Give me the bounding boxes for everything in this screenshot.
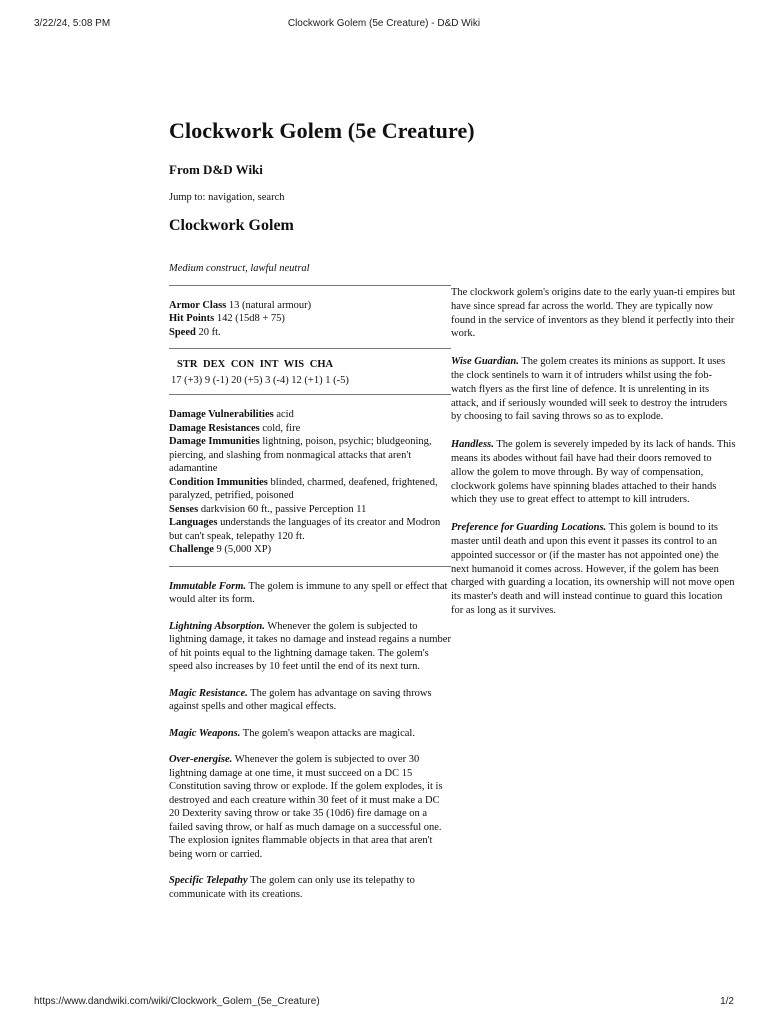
section-heading: Clockwork Golem	[169, 217, 294, 234]
lore-handless	[451, 438, 737, 507]
jump-to-links	[169, 192, 285, 203]
lore-entry-text: The golem is severely impeded by its lack of hands. This means its abodes without fail have had their doors removed to allow the golem to move through. By way of compensation, clockwork golems have spinning blades attached to their hands which they use to great effect to attempt to kill intruders.	[451, 439, 736, 506]
trait-text: The golem can only use its telepathy to communicate with its creations.	[169, 875, 415, 900]
ability-score-header: STR DEX CON INT WIS CHA	[177, 359, 334, 370]
trait-over-energise	[169, 753, 451, 861]
jump-search-link[interactable]: search	[257, 192, 285, 203]
jump-separator: ,	[252, 192, 258, 203]
damage-immunities-label: Damage Immunities	[169, 436, 260, 447]
ability-score-values: 17 (+3) 9 (-1) 20 (+5) 3 (-4) 12 (+1) 1 (-5)	[171, 374, 349, 386]
damage-resistances-value: cold, fire	[259, 422, 301, 434]
trait-text: The golem is immune to any spell or effect that would alter its form.	[169, 580, 448, 605]
damage-vulnerabilities-line	[169, 408, 451, 422]
damage-vulnerabilities-label: Damage Vulnerabilities	[169, 409, 274, 420]
challenge-label: Challenge	[169, 544, 214, 555]
lore-entry-name: Preference for Guarding Locations.	[451, 522, 607, 534]
trait-specific-telepathy	[169, 874, 451, 901]
challenge-line	[169, 543, 451, 557]
senses-line	[169, 503, 451, 517]
lore-entry-name: Wise Guardian.	[451, 356, 519, 368]
senses-value: darkvision 60 ft., passive Perception 11	[198, 503, 367, 515]
print-header	[0, 18, 768, 32]
lore-column	[451, 286, 737, 618]
trait-lightning-absorption	[169, 620, 451, 674]
print-datetime: 3/22/24, 5:08 PM	[34, 18, 111, 29]
challenge-value: 9 (5,000 XP)	[213, 544, 272, 555]
lore-intro: The clockwork golem's origins date to the early yuan-ti empires but have since spread far across the world. They are typically now found in the service of inventors as they blend it perfectly into their work.	[451, 287, 736, 340]
hit-points-line	[169, 312, 451, 326]
trait-name: Magic Resistance.	[169, 687, 248, 699]
trait-name: Magic Weapons.	[169, 727, 241, 739]
lore-preference-guarding	[451, 521, 737, 618]
print-page-title: Clockwork Golem (5e Creature) - D&D Wiki	[287, 18, 481, 29]
trait-text: The golem has advantage on saving throws against spells and other magical effects.	[169, 687, 432, 712]
lore-entry-text: This golem is bound to its master until death and upon this event it passes its control to an appointed successor or (if the master has not appointed one) the next humanoid it comes across. However, if the golem has been charged with guarding a location, its ownership will not move open its master's death and will instead continue to guard this location for as long as it survives.	[451, 522, 735, 616]
armor-class-line	[169, 299, 451, 313]
trait-name: Immutable Form.	[169, 580, 247, 592]
stat-block	[169, 262, 451, 901]
speed-value: 20 ft.	[195, 326, 221, 338]
languages-label: Languages	[169, 517, 218, 528]
trait-text: The golem's weapon attacks are magical.	[240, 727, 415, 739]
trait-name: Specific Telepathy	[169, 875, 248, 886]
condition-immunities-line	[169, 476, 451, 503]
damage-resistances-line	[169, 422, 451, 436]
print-footer	[0, 996, 768, 1010]
armor-class-value: 13 (natural armour)	[226, 299, 312, 311]
damage-vulnerabilities-value: acid	[273, 409, 294, 420]
trait-immutable-form	[169, 580, 451, 607]
damage-immunities-value: lightning, poison, psychic; bludgeoning, piercing, and slashing from nonmagical attacks that aren't adamantine	[169, 436, 432, 474]
print-url: https://www.dandwiki.com/wiki/Clockwork_Golem_(5e_Creature)	[34, 996, 320, 1007]
speed-line	[169, 326, 451, 340]
jump-to-label: Jump to:	[169, 192, 209, 203]
senses-label: Senses	[169, 503, 199, 515]
trait-magic-weapons	[169, 727, 451, 741]
lore-entry-name: Handless.	[451, 439, 494, 451]
languages-value: understands the languages of its creator and Modron but can't speak, telepathy 120 ft.	[169, 517, 441, 542]
damage-resistances-label: Damage Resistances	[169, 422, 260, 434]
lore-wise-guardian	[451, 355, 737, 424]
speed-label: Speed	[169, 326, 196, 338]
jump-navigation-link[interactable]: navigation	[208, 192, 253, 203]
languages-line	[169, 516, 451, 543]
hit-points-value: 142 (15d8 + 75)	[214, 313, 285, 324]
lore-entry-text: The golem creates its minions as support. It uses the clock sentinels to warn it of intruders whilst using the fob-watch flyers as the first line of defence. It is unrelenting in its attack, and if seriously wounded will seek to destroy the intruders by choosing to fail saving throws so as to explode.	[451, 356, 728, 423]
trait-name: Lightning Absorption.	[169, 620, 265, 632]
armor-class-label: Armor Class	[169, 299, 227, 311]
site-subtitle: From D&D Wiki	[169, 162, 263, 177]
trait-text: Whenever the golem is subjected to lightning damage, it takes no damage and instead regains a number of hit points equal to the lightning damage taken. The golem's speed also increases by 10 feet until the end of its next turn.	[169, 620, 451, 672]
condition-immunities-value: blinded, charmed, deafened, frightened, paralyzed, petrified, poisoned	[169, 476, 438, 501]
print-page-number: 1/2	[720, 996, 734, 1007]
page-title: Clockwork Golem (5e Creature)	[169, 118, 475, 143]
condition-immunities-label: Condition Immunities	[169, 476, 268, 488]
damage-immunities-line	[169, 435, 451, 476]
trait-name: Over-energise.	[169, 754, 233, 765]
trait-text: Whenever the golem is subjected to over 30 lightning damage at one time, it must succeed on a DC 15 Constitution saving throw or explode. If the golem explodes, it is destroyed and each creature within 30 feet of it must make a DC 20 Dexterity saving throw or take 35 (10d6) fire damage on a failed saving throw, or half as much damage on a successful one. The explosion ignites flammable objects in that area that aren't being worn or carried.	[169, 754, 443, 860]
creature-type-line: Medium construct, lawful neutral	[169, 263, 310, 274]
hit-points-label: Hit Points	[169, 313, 215, 324]
trait-magic-resistance	[169, 687, 451, 714]
